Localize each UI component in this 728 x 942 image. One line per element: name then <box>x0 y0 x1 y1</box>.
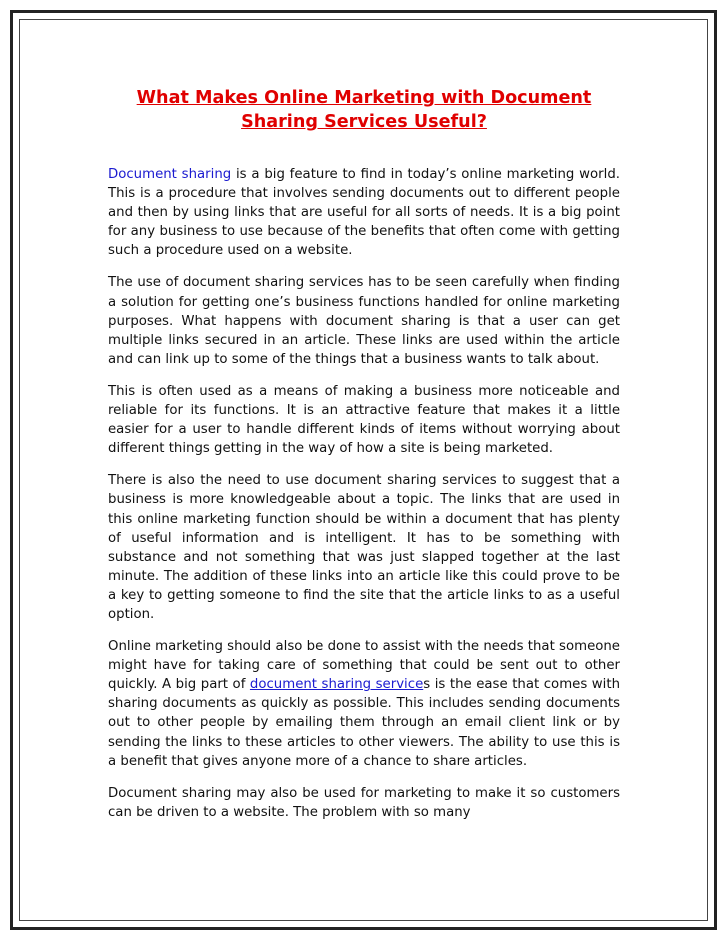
paragraph-1-text: is a big feature to find in today’s online marketing world. This is a procedure that involves sending documents out to different people and then by using links that are useful for all sorts of needs. It is a big point for any business to use because of the benefits that often come with getting such a procedure used on a website. <box>108 167 620 259</box>
title-line-2: Sharing Services Useful? <box>241 112 487 132</box>
document-body <box>108 86 620 835</box>
title-line-1: What Makes Online Marketing with Document <box>136 88 592 108</box>
paragraph-4: There is also the need to use document sharing services to suggest that a business is more knowledgeable about a topic. The links that are used in this online marketing function should be within a document that has plenty of useful information and is intelligent. It has to be something with substance and not something that was just slapped together at the last minute. The addition of these links into an article like this could prove to be a key to getting someone to find the site that the article links to as a useful option. <box>108 473 620 622</box>
page-title <box>108 86 620 134</box>
paragraph-2: The use of document sharing services has to be seen carefully when finding a solution for getting one’s business functions handled for online marketing purposes. What happens with document sharing is that a user can get multiple links secured in an article. These links are used within the article and can link up to some of the things that a business wants to talk about. <box>108 275 620 367</box>
paragraph-6: Document sharing may also be used for marketing to make it so customers can be driven to a website. The problem with so many <box>108 785 620 820</box>
paragraph-5 <box>108 637 620 771</box>
paragraph-1 <box>108 165 620 260</box>
paragraph-5-before: Online marketing should also be done to assist with the needs that someone might have for taking care of something that could be sent out to other quickly. A big part of <box>108 639 620 693</box>
paragraph-5-after: s is the ease that comes with sharing documents as quickly as possible. This includes sending documents out to other people by emailing them through an email client link or by sending the links to these articles to other viewers. The ability to use this is a benefit that gives anyone more of a chance to share articles. <box>108 677 620 769</box>
paragraph-3: This is often used as a means of making a business more noticeable and reliable for its functions. It is an attractive feature that makes it a little easier for a user to handle different kinds of items without worrying about different things getting in the way of how a site is being marketed. <box>108 383 620 457</box>
document-sharing-service-link[interactable]: document sharing service <box>249 677 424 693</box>
document-sharing-link[interactable]: Document sharing <box>108 167 232 182</box>
